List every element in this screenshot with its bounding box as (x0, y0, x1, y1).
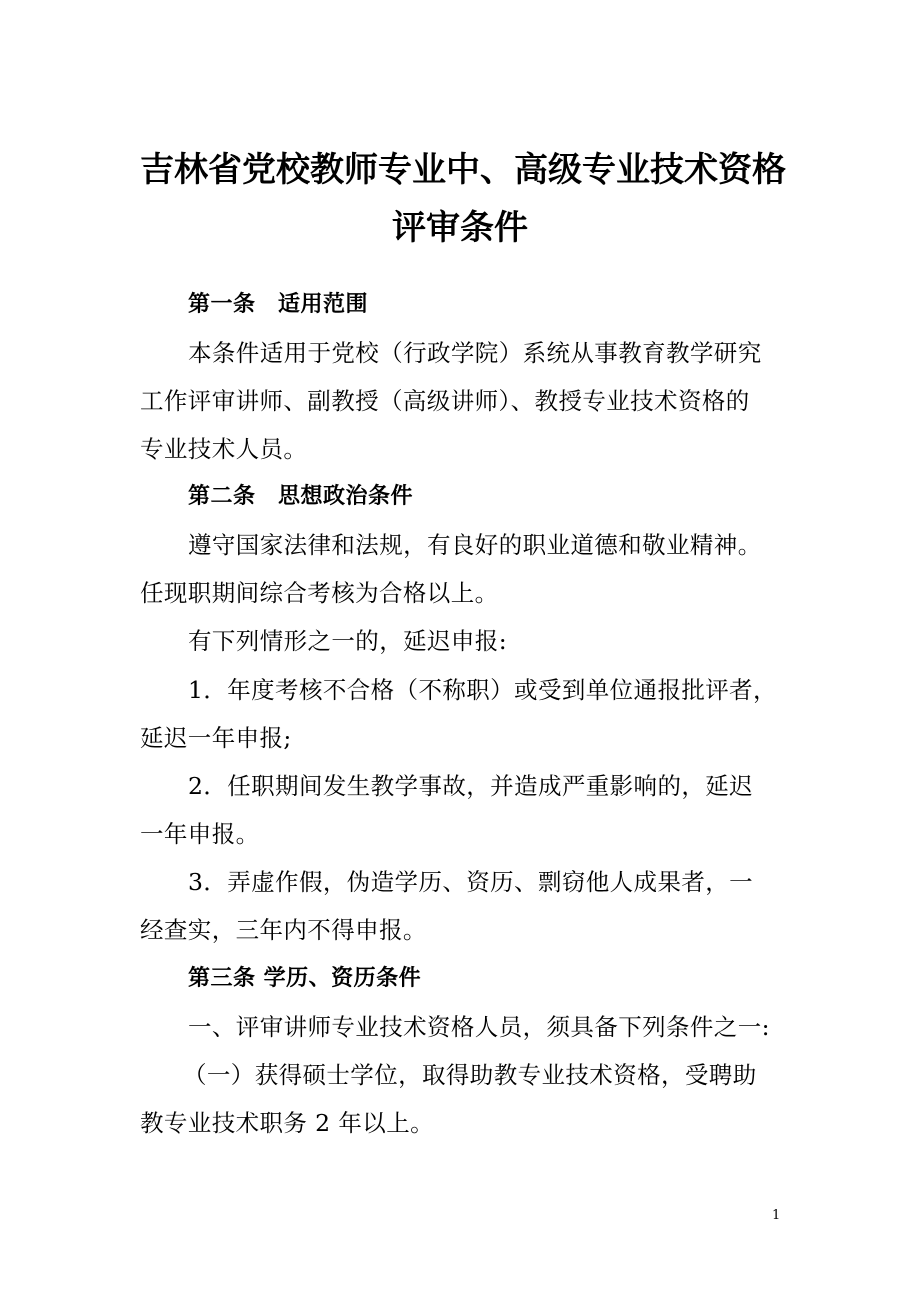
article-1-paragraph-line: 工作评审讲师、副教授（高级讲师）、教授专业技术资格的 (140, 387, 750, 415)
article-3-paragraph-line: （一）获得硕士学位，取得助教专业技术资格，受聘助 (183, 1061, 757, 1089)
article-2-list-item-3-cont: 经查实，三年内不得申报。 (140, 916, 427, 944)
document-title-line-2: 评审条件 (392, 208, 528, 248)
article-1-paragraph-line: 本条件适用于党校（行政学院）系统从事教育教学研究 (188, 339, 762, 367)
article-3-heading: 第三条 学历、资历条件 (188, 966, 422, 991)
page-number: 1 (772, 1208, 781, 1223)
article-2-heading: 第二条 思想政治条件 (188, 484, 414, 509)
article-1-heading: 第一条 适用范围 (188, 292, 369, 317)
article-3-paragraph-line: 一、评审讲师专业技术资格人员，须具备下列条件之一: (188, 1013, 770, 1041)
article-2-list-item-1: 1．年度考核不合格（不称职）或受到单位通报批评者， (188, 676, 777, 704)
article-1-paragraph-line: 专业技术人员。 (140, 435, 308, 463)
article-2-paragraph-line: 有下列情形之一的，延迟申报: (188, 627, 508, 655)
article-2-list-item-1-cont: 延迟一年申报; (140, 724, 292, 752)
article-2-list-item-3: 3．弄虚作假，伪造学历、资历、剽窃他人成果者，一 (188, 868, 754, 896)
article-3-paragraph-line: 教专业技术职务 2 年以上。 (140, 1109, 434, 1137)
article-2-paragraph-line: 任现职期间综合考核为合格以上。 (140, 579, 499, 607)
article-2-list-item-2-cont: 一年申报。 (140, 820, 260, 848)
document-title-line-1: 吉林省党校教师专业中、高级专业技术资格 (140, 150, 786, 190)
article-2-paragraph-line: 遵守国家法律和法规，有良好的职业道德和敬业精神。 (188, 531, 762, 559)
article-2-list-item-2: 2．任职期间发生教学事故，并造成严重影响的，延迟 (188, 772, 754, 800)
